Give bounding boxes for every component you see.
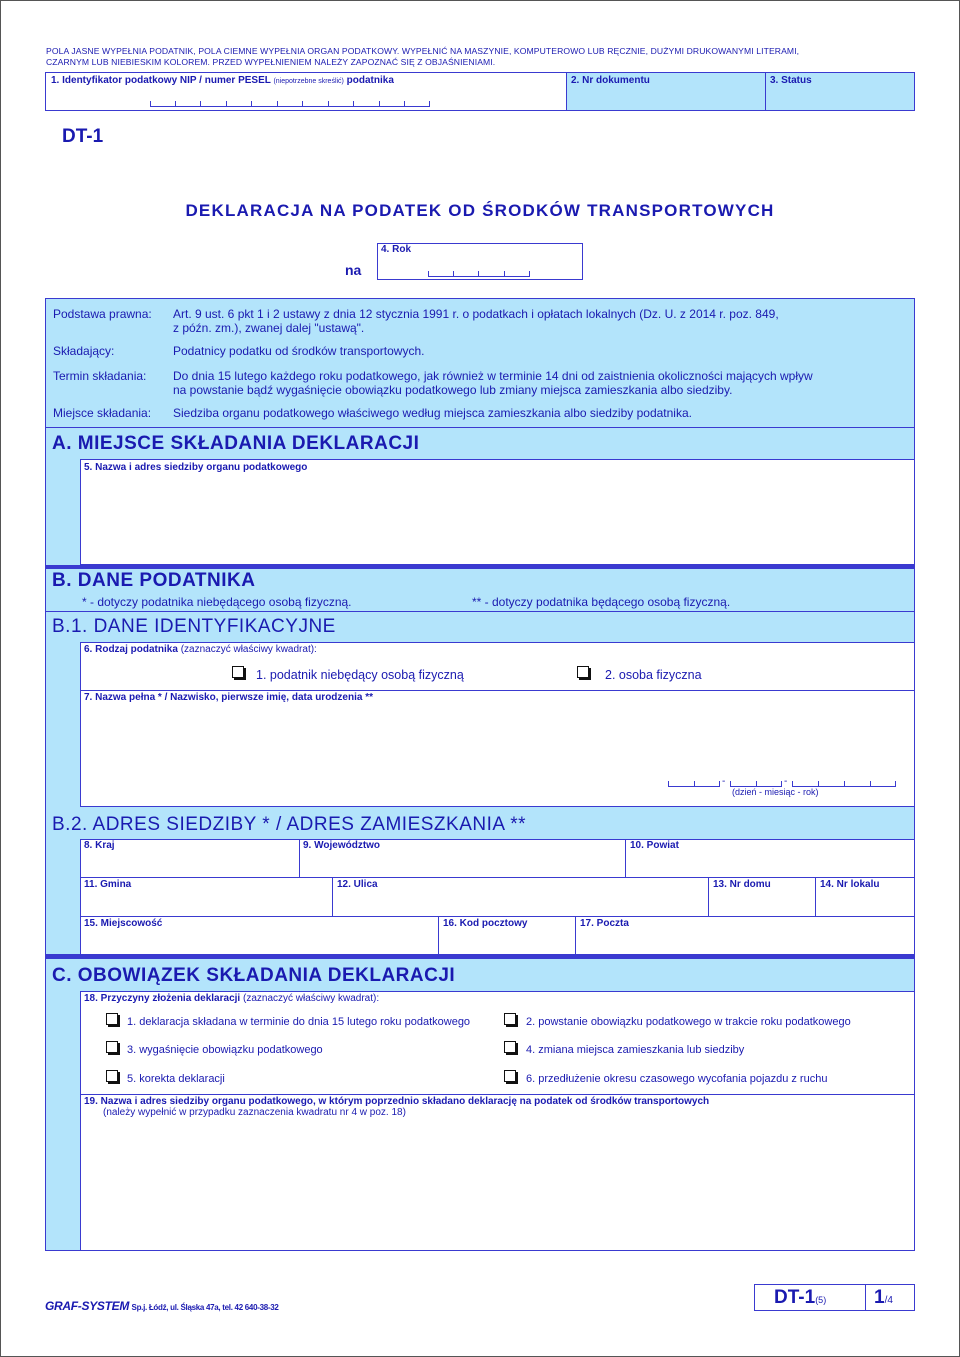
- taxpayer-legal-entity-checkbox[interactable]: [232, 666, 244, 678]
- house-number-label: 13. Nr domu: [713, 879, 771, 890]
- previous-tax-office-label: 19. Nazwa i adres siedziby organu podatkowego, w którym poprzednio składano deklarację na podatek od środków transportowych: [84, 1096, 710, 1107]
- footnote-natural-person: ** - dotyczy podatnika będącego osobą fizyczną.: [472, 595, 731, 609]
- birth-day-ticks: [668, 780, 720, 787]
- full-name-label: 7. Nazwa pełna * / Nazwisko, pierwsze imię, data urodzenia **: [84, 692, 373, 703]
- reason-3-label: 3. wygaśnięcie obowiązku podatkowego: [127, 1044, 323, 1056]
- city-label: 15. Miejscowość: [84, 918, 163, 929]
- reason-2-checkbox[interactable]: [504, 1013, 516, 1025]
- street-field[interactable]: [332, 877, 709, 917]
- publisher-info: GRAF-SYSTEM Sp.j. Łódź, ul. Śląska 47a, tel. 42 640-38-32: [45, 1299, 279, 1313]
- district-label: 10. Powiat: [630, 840, 679, 851]
- tax-office-label: 5. Nazwa i adres siedziby organu podatkowego: [84, 462, 308, 473]
- deadline-label: Termin składania:: [53, 369, 147, 383]
- deadline-line1: Do dnia 15 lutego każdego roku podatkowego, jak również w terminie 14 dni od zaistnienia okoliczności mających wpływ: [173, 369, 813, 383]
- instructions-line2: CZARNYM LUB NIEBIESKIM KOLOREM. PRZED WYPEŁNIENIEM NALEŻY ZAPOZNAĆ SIĘ Z OBJAŚNIENIAMI.: [46, 57, 496, 67]
- place-label: Miejsce składania:: [53, 406, 152, 420]
- postal-code-label: 16. Kod pocztowy: [443, 918, 528, 929]
- place-text: Siedziba organu podatkowego właściwego według miejsca zamieszkania albo siedziby podatnika.: [173, 406, 692, 420]
- section-a-title: A. MIEJSCE SKŁADANIA DEKLARACJI: [52, 433, 420, 454]
- deadline-line2: na powstanie bądź wygaśnięcie obowiązku podatkowego lub zmiany miejsca zamieszkania albo siedziby.: [173, 383, 733, 397]
- reason-2-label: 2. powstanie obowiązku podatkowego w trakcie roku podatkowego: [526, 1016, 851, 1028]
- taxpayer-legal-entity-label: 1. podatnik niebędący osobą fizyczną: [256, 668, 464, 682]
- reason-5-label: 5. korekta deklaracji: [127, 1073, 225, 1085]
- reason-6-label: 6. przedłużenie okresu czasowego wycofania pojazdu z ruchu: [526, 1073, 828, 1085]
- nip-label: 1. Identyfikator podatkowy NIP / numer PESEL (niepotrzebne skreślić) podatnika: [51, 75, 394, 86]
- voivodeship-label: 9. Województwo: [303, 840, 381, 851]
- legal-basis-line2: z późn. zm.), zwanej dalej "ustawą".: [173, 321, 365, 335]
- legal-basis-label: Podstawa prawna:: [53, 307, 152, 321]
- reason-4-checkbox[interactable]: [504, 1041, 516, 1053]
- instructions-line1: POLA JASNE WYPEŁNIA PODATNIK, POLA CIEMNE WYPEŁNIA ORGAN PODATKOWY. WYPEŁNIĆ NA MASZYNIE, KOMPUTEROWO LUB RĘCZNIE, DUŻYMI DRUKOWANYMI LITERAMI,: [46, 46, 800, 56]
- page-number: 1/4: [874, 1287, 893, 1308]
- document-number-label: 2. Nr dokumentu: [571, 75, 650, 86]
- legal-basis-line1: Art. 9 ust. 6 pkt 1 i 2 ustawy z dnia 12 stycznia 1991 r. o podatkach i opłatach lokalnych (Dz. U. z 2014 r. poz. 849,: [173, 307, 779, 321]
- taxpayer-natural-person-checkbox[interactable]: [577, 666, 589, 678]
- birth-year-ticks: [792, 780, 896, 787]
- footnote-legal-entity: * - dotyczy podatnika niebędącego osobą fizyczną.: [82, 595, 352, 609]
- apartment-number-label: 14. Nr lokalu: [820, 879, 880, 890]
- section-b2-title: B.2. ADRES SIEDZIBY * / ADRES ZAMIESZKANIA **: [52, 814, 527, 835]
- section-c-title: C. OBOWIĄZEK SKŁADANIA DEKLARACJI: [52, 965, 456, 986]
- footer-form-code: DT-1(5): [774, 1287, 827, 1308]
- previous-tax-office-note: (należy wypełnić w przypadku zaznaczenia kwadratu nr 4 w poz. 18): [103, 1107, 406, 1118]
- reason-4-label: 4. zmiana miejsca zamieszkania lub siedziby: [526, 1044, 745, 1056]
- taxpayer-type-label: 6. Rodzaj podatnika (zaznaczyć właściwy kwadrat):: [84, 644, 317, 655]
- year-label: 4. Rok: [381, 244, 412, 255]
- post-office-label: 17. Poczta: [580, 918, 629, 929]
- reason-1-checkbox[interactable]: [106, 1013, 118, 1025]
- street-label: 12. Ulica: [337, 879, 378, 890]
- reason-1-label: 1. deklaracja składana w terminie do dnia 15 lutego roku podatkowego: [127, 1016, 471, 1028]
- taxpayer-natural-person-label: 2. osoba fizyczna: [605, 668, 702, 682]
- form-code: DT-1: [62, 126, 104, 147]
- commune-label: 11. Gmina: [84, 879, 132, 890]
- country-label: 8. Kraj: [84, 840, 115, 851]
- date-hint: (dzień - miesiąc - rok): [732, 787, 819, 797]
- status-label: 3. Status: [770, 75, 812, 86]
- birth-month-ticks: [730, 780, 782, 787]
- year-digit-ticks: [428, 270, 530, 277]
- submitter-text: Podatnicy podatku od środków transportowych.: [173, 344, 425, 358]
- reasons-label: 18. Przyczyny złożenia deklaracji (zaznaczyć właściwy kwadrat):: [84, 993, 380, 1004]
- date-separator: -: [784, 776, 788, 787]
- nip-digit-ticks: [150, 100, 430, 107]
- reason-6-checkbox[interactable]: [504, 1070, 516, 1082]
- section-b-title: B. DANE PODATNIKA: [52, 570, 256, 591]
- submitter-label: Składający:: [53, 344, 115, 358]
- section-b1-title: B.1. DANE IDENTYFIKACYJNE: [52, 616, 336, 637]
- tax-office-field[interactable]: [80, 459, 915, 565]
- page-title: DEKLARACJA NA PODATEK OD ŚRODKÓW TRANSPORTOWYCH: [185, 201, 775, 220]
- year-prefix: na: [345, 262, 362, 278]
- reason-5-checkbox[interactable]: [106, 1070, 118, 1082]
- divider: [45, 611, 915, 612]
- section-divider: [45, 566, 915, 568]
- reason-3-checkbox[interactable]: [106, 1041, 118, 1053]
- date-separator: -: [722, 776, 726, 787]
